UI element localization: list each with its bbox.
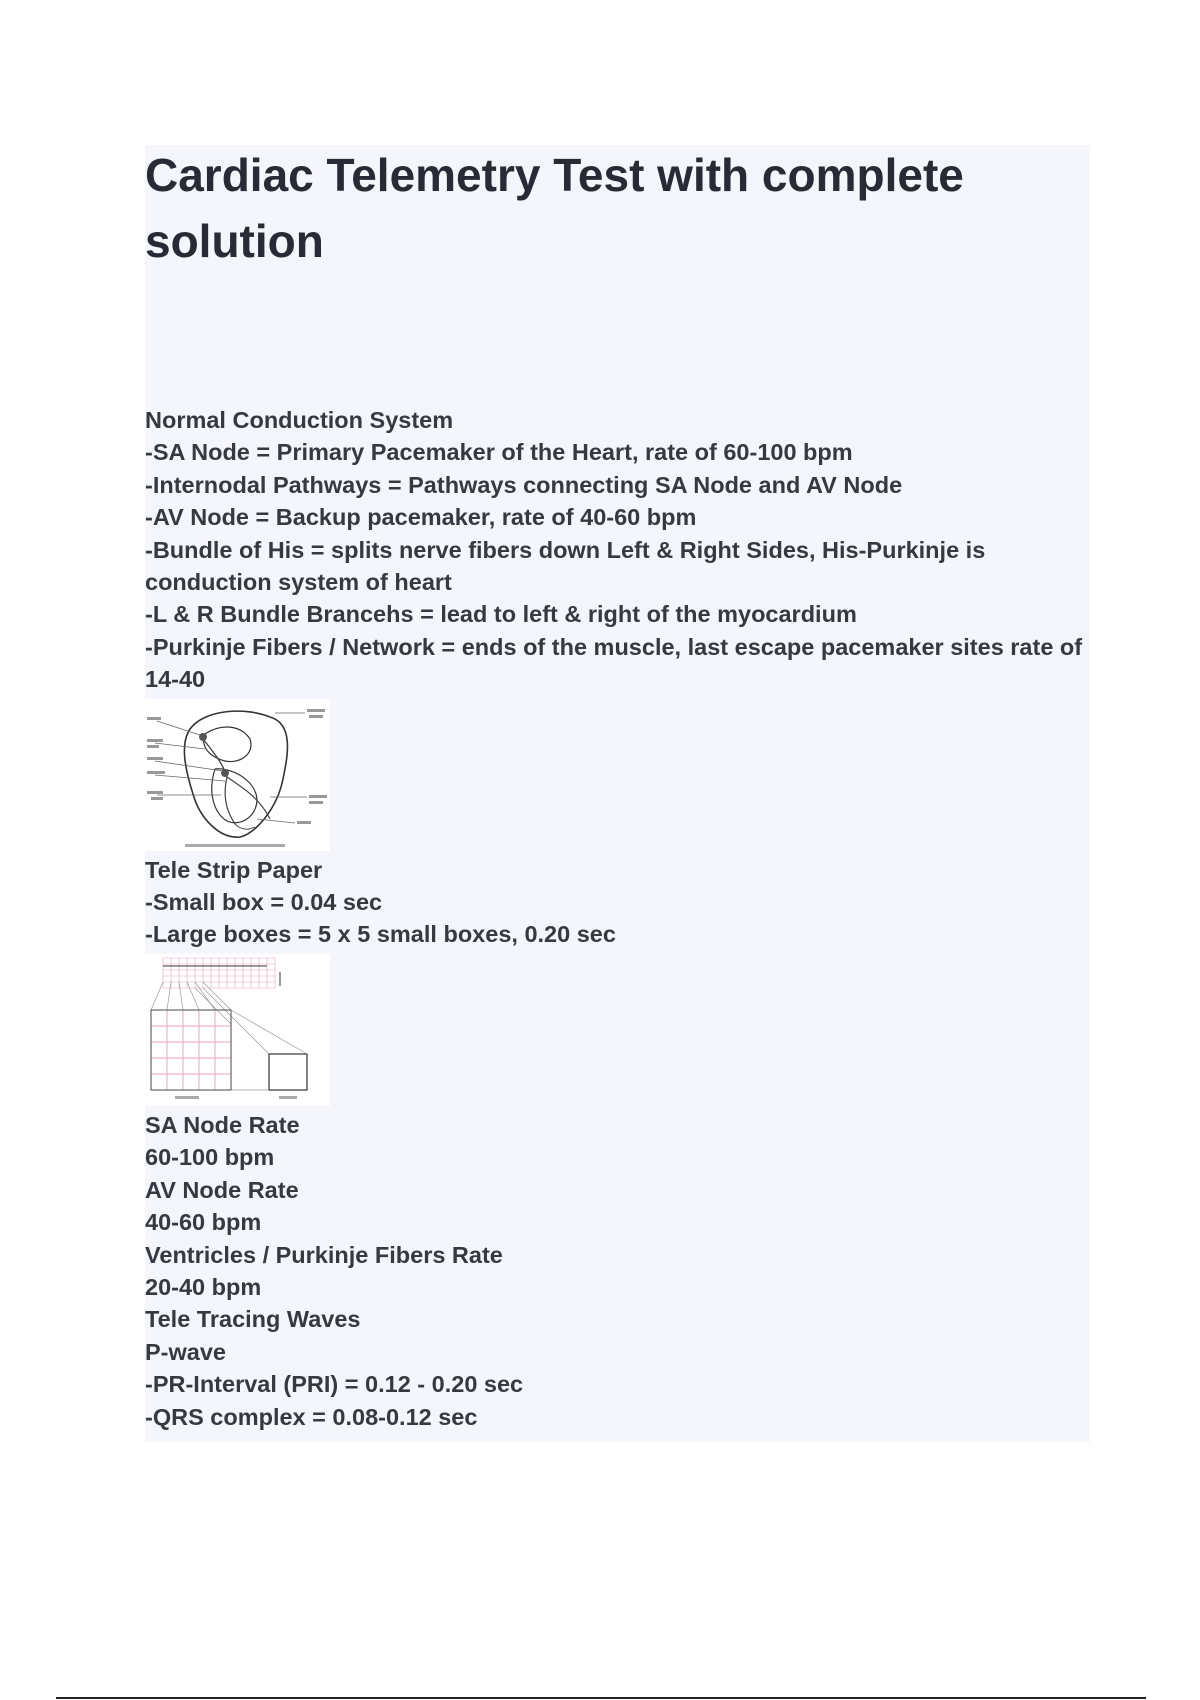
page-bottom-rule: [56, 1697, 1146, 1699]
av-node-rate-heading: AV Node Rate: [145, 1176, 299, 1203]
conduction-line-av-node: -AV Node = Backup pacemaker, rate of 40-60 bpm: [145, 504, 697, 531]
ventricles-rate-heading: Ventricles / Purkinje Fibers Rate: [145, 1241, 503, 1268]
sa-node-rate-value: 60-100 bpm: [145, 1144, 275, 1171]
conduction-line-bundle-of-his: -Bundle of His = splits nerve fibers down Left & Right Sides, His-Purkinje is conduction system of heart: [145, 536, 992, 596]
qrs-complex-line: -QRS complex = 0.08-0.12 sec: [145, 1403, 478, 1430]
document-body: [145, 404, 1090, 1433]
av-node-rate-value: 40-60 bpm: [145, 1209, 262, 1236]
heart-conduction-diagram-icon: [145, 699, 330, 851]
ventricles-rate-value: 20-40 bpm: [145, 1273, 262, 1300]
p-wave-label: P-wave: [145, 1338, 226, 1365]
sa-node-rate-heading: SA Node Rate: [145, 1111, 300, 1138]
ecg-grid-diagram-icon: [145, 954, 330, 1106]
strip-paper-line-large-boxes: -Large boxes = 5 x 5 small boxes, 0.20 sec: [145, 921, 616, 948]
tracing-waves-heading: Tele Tracing Waves: [145, 1306, 361, 1333]
conduction-line-bundle-branches: -L & R Bundle Brancehs = lead to left & right of the myocardium: [145, 601, 857, 628]
section-heading-strip-paper: Tele Strip Paper: [145, 856, 323, 883]
section-heading-conduction: Normal Conduction System: [145, 407, 454, 433]
strip-paper-line-small-box: -Small box = 0.04 sec: [145, 889, 383, 916]
conduction-line-internodal: -Internodal Pathways = Pathways connecting SA Node and AV Node: [145, 471, 903, 498]
pr-interval-line: -PR-Interval (PRI) = 0.12 - 0.20 sec: [145, 1371, 524, 1398]
conduction-line-sa-node: -SA Node = Primary Pacemaker of the Heart, rate of 60-100 bpm: [145, 439, 853, 466]
conduction-line-purkinje: -Purkinje Fibers / Network = ends of the muscle, last escape pacemaker sites rate of 14-40: [145, 633, 1089, 693]
document-title: Cardiac Telemetry Test with complete solution: [145, 149, 964, 267]
